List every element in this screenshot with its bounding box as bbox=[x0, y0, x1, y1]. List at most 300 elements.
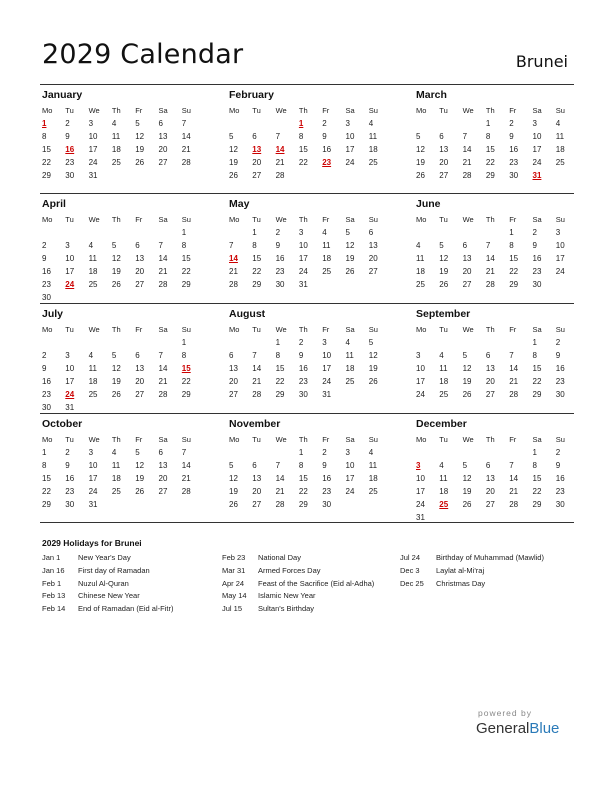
weekday-label: Fr bbox=[322, 435, 330, 444]
calendar-day: 20 bbox=[135, 266, 145, 276]
weekday-label: Su bbox=[181, 325, 191, 334]
calendar-day: 25 bbox=[368, 157, 378, 167]
calendar-day: 19 bbox=[368, 363, 378, 373]
weekday-label: We bbox=[88, 325, 100, 334]
calendar-day: 1 bbox=[42, 448, 47, 457]
weekday-label: Tu bbox=[65, 435, 74, 444]
holiday-name: Islamic New Year bbox=[258, 591, 316, 601]
holiday-day: 23 bbox=[322, 157, 332, 167]
calendar-day: 4 bbox=[345, 338, 350, 347]
calendar-day: 12 bbox=[462, 363, 472, 373]
calendar-day: 22 bbox=[181, 266, 191, 276]
holiday-date: Dec 3 bbox=[400, 565, 420, 575]
calendar-day: 22 bbox=[298, 486, 308, 496]
holiday-day: 1 bbox=[42, 119, 47, 128]
weekday-label: Tu bbox=[439, 106, 448, 115]
weekday-label: Th bbox=[111, 435, 121, 444]
calendar-day: 8 bbox=[181, 240, 187, 250]
calendar-day: 5 bbox=[462, 350, 468, 360]
calendar-day: 3 bbox=[65, 240, 70, 250]
generalblue-logo[interactable] bbox=[476, 720, 559, 737]
calendar-day: 16 bbox=[322, 473, 332, 483]
calendar-day: 27 bbox=[229, 389, 238, 399]
calendar-day: 20 bbox=[229, 376, 238, 386]
weekday-label: We bbox=[462, 325, 474, 334]
calendar-day: 17 bbox=[345, 473, 355, 483]
calendar-day: 24 bbox=[322, 376, 332, 386]
calendar-day: 4 bbox=[555, 119, 561, 128]
calendar-day: 14 bbox=[181, 131, 191, 141]
calendar-day: 16 bbox=[298, 363, 308, 373]
calendar-day: 23 bbox=[42, 389, 51, 399]
weekday-label: We bbox=[462, 215, 474, 224]
holiday-date: Jul 15 bbox=[222, 604, 243, 614]
calendar-day: 12 bbox=[229, 144, 238, 154]
calendar-day: 18 bbox=[439, 486, 449, 496]
month-name: May bbox=[229, 198, 250, 210]
holiday-day: 16 bbox=[65, 144, 75, 154]
holiday-date: Feb 1 bbox=[42, 578, 62, 588]
month-block bbox=[227, 304, 391, 412]
calendar-day: 6 bbox=[485, 460, 491, 470]
calendar-day: 15 bbox=[509, 253, 519, 263]
holiday-day: 3 bbox=[416, 460, 421, 470]
calendar-day: 29 bbox=[275, 389, 285, 399]
calendar-day: 5 bbox=[345, 228, 350, 237]
calendar-day: 26 bbox=[439, 279, 449, 289]
calendar-day: 27 bbox=[135, 389, 145, 399]
month-name: November bbox=[229, 418, 281, 430]
calendar-day: 28 bbox=[509, 389, 519, 399]
calendar-day: 6 bbox=[368, 228, 374, 237]
calendar-day: 26 bbox=[345, 266, 355, 276]
calendar-day: 23 bbox=[509, 157, 519, 167]
calendar-day: 10 bbox=[416, 473, 425, 483]
calendar-day: 14 bbox=[252, 363, 262, 373]
calendar-day: 8 bbox=[298, 460, 304, 470]
calendar-day: 31 bbox=[88, 170, 98, 180]
calendar-day: 23 bbox=[65, 486, 75, 496]
calendar-day: 23 bbox=[275, 266, 285, 276]
weekday-label: Th bbox=[485, 215, 495, 224]
weekday-label: Fr bbox=[135, 435, 143, 444]
holiday-name: Christmas Day bbox=[436, 578, 486, 588]
weekday-label: Mo bbox=[416, 215, 427, 224]
weekday-label: Tu bbox=[252, 215, 261, 224]
weekday-label: Th bbox=[485, 106, 495, 115]
calendar-day: 3 bbox=[88, 119, 94, 128]
calendar-day: 21 bbox=[252, 376, 262, 386]
month-block bbox=[227, 414, 391, 522]
month-name: July bbox=[42, 308, 64, 320]
calendar-day: 16 bbox=[532, 253, 542, 263]
calendar-day: 1 bbox=[485, 119, 491, 128]
calendar-day: 6 bbox=[158, 119, 163, 128]
calendar-day: 24 bbox=[555, 266, 565, 276]
holiday-day: 31 bbox=[532, 170, 542, 180]
holiday-name: Armed Forces Day bbox=[258, 565, 321, 575]
calendar-day: 31 bbox=[298, 279, 308, 289]
calendar-day: 9 bbox=[555, 460, 561, 470]
weekday-label: We bbox=[462, 106, 474, 115]
calendar-day: 15 bbox=[532, 473, 542, 483]
weekday-label: Th bbox=[111, 215, 121, 224]
weekday-label: Th bbox=[485, 325, 495, 334]
calendar-day: 11 bbox=[555, 131, 565, 141]
holiday-date: Dec 25 bbox=[400, 578, 424, 588]
calendar-day: 14 bbox=[158, 253, 168, 263]
weekday-label: Su bbox=[368, 325, 378, 334]
calendar-day: 5 bbox=[462, 460, 468, 470]
calendar-day: 19 bbox=[462, 486, 472, 496]
calendar-day: 8 bbox=[298, 131, 304, 141]
calendar-day: 22 bbox=[275, 376, 285, 386]
calendar-day: 5 bbox=[135, 119, 140, 128]
month-name: June bbox=[416, 198, 441, 210]
calendar-day: 11 bbox=[416, 253, 425, 263]
weekday-label: Mo bbox=[42, 325, 53, 334]
calendar-day: 8 bbox=[485, 131, 491, 141]
calendar-day: 6 bbox=[462, 240, 468, 250]
calendar-day: 27 bbox=[485, 499, 495, 509]
calendar-day: 11 bbox=[345, 350, 354, 360]
calendar-day: 2 bbox=[275, 228, 281, 237]
weekday-label: We bbox=[275, 435, 287, 444]
weekday-label: Tu bbox=[65, 325, 74, 334]
calendar-day: 21 bbox=[158, 266, 168, 276]
calendar-day: 21 bbox=[509, 376, 519, 386]
weekday-label: Fr bbox=[135, 106, 143, 115]
calendar-day: 7 bbox=[158, 350, 163, 360]
calendar-day: 6 bbox=[252, 131, 257, 141]
month-name: December bbox=[416, 418, 467, 430]
holiday-day: 1 bbox=[298, 119, 304, 128]
weekday-label: Tu bbox=[439, 215, 448, 224]
calendar-day: 24 bbox=[298, 266, 308, 276]
weekday-label: Fr bbox=[135, 215, 143, 224]
calendar-day: 20 bbox=[158, 144, 168, 154]
holiday-name: First day of Ramadan bbox=[78, 565, 150, 575]
calendar-day: 10 bbox=[65, 363, 75, 373]
calendar-day: 24 bbox=[416, 499, 425, 509]
calendar-day: 18 bbox=[111, 144, 121, 154]
calendar-day: 8 bbox=[42, 131, 47, 141]
calendar-day: 9 bbox=[65, 131, 70, 141]
calendar-day: 29 bbox=[181, 389, 191, 399]
month-row bbox=[40, 193, 574, 302]
calendar-day: 29 bbox=[42, 499, 51, 509]
calendar-day: 5 bbox=[111, 240, 117, 250]
holiday-day: 14 bbox=[229, 253, 238, 263]
weekday-label: Mo bbox=[229, 325, 240, 334]
holiday-date: May 14 bbox=[222, 591, 247, 601]
calendar-day: 14 bbox=[462, 144, 472, 154]
month-block bbox=[40, 304, 204, 412]
calendar-day: 17 bbox=[416, 486, 425, 496]
weekday-label: We bbox=[88, 435, 100, 444]
calendar-day: 7 bbox=[485, 240, 491, 250]
calendar-day: 13 bbox=[135, 363, 145, 373]
weekday-label: Th bbox=[298, 106, 308, 115]
calendar-day: 12 bbox=[416, 144, 425, 154]
calendar-day: 3 bbox=[345, 448, 350, 457]
calendar-day: 5 bbox=[416, 131, 421, 141]
calendar-day: 12 bbox=[462, 473, 472, 483]
calendar-day: 21 bbox=[229, 266, 238, 276]
calendar-day: 22 bbox=[509, 266, 519, 276]
calendar-day: 12 bbox=[368, 350, 378, 360]
calendar-day: 2 bbox=[322, 448, 327, 457]
weekday-label: Sa bbox=[345, 106, 355, 115]
calendar-day: 14 bbox=[485, 253, 495, 263]
weekday-label: Tu bbox=[252, 106, 261, 115]
holiday-day: 25 bbox=[439, 499, 449, 509]
calendar-day: 27 bbox=[158, 486, 168, 496]
calendar-day: 20 bbox=[485, 376, 495, 386]
calendar-day: 9 bbox=[532, 240, 537, 250]
calendar-day: 12 bbox=[345, 240, 355, 250]
calendar-day: 23 bbox=[555, 486, 565, 496]
calendar-day: 27 bbox=[485, 389, 495, 399]
weekday-label: Fr bbox=[509, 215, 517, 224]
calendar-day: 2 bbox=[509, 119, 514, 128]
calendar-day: 3 bbox=[555, 228, 561, 237]
calendar-day: 9 bbox=[42, 363, 47, 373]
calendar-day: 18 bbox=[555, 144, 565, 154]
calendar-day: 19 bbox=[135, 144, 145, 154]
calendar-day: 12 bbox=[111, 253, 121, 263]
calendar-day: 21 bbox=[462, 157, 472, 167]
calendar-day: 7 bbox=[275, 131, 281, 141]
calendar-day: 26 bbox=[135, 157, 145, 167]
calendar-day: 15 bbox=[532, 363, 542, 373]
calendar-day: 7 bbox=[509, 460, 514, 470]
calendar-day: 3 bbox=[298, 228, 304, 237]
calendar-day: 1 bbox=[275, 338, 281, 347]
calendar-day: 3 bbox=[345, 119, 350, 128]
weekday-label: Su bbox=[368, 106, 378, 115]
calendar-day: 13 bbox=[252, 473, 262, 483]
calendar-day: 11 bbox=[111, 131, 121, 141]
calendar-day: 14 bbox=[181, 460, 191, 470]
calendar-day: 3 bbox=[532, 119, 537, 128]
calendar-day: 5 bbox=[229, 131, 234, 141]
calendar-day: 24 bbox=[345, 157, 355, 167]
calendar-day: 29 bbox=[252, 279, 262, 289]
weekday-label: Fr bbox=[322, 215, 330, 224]
calendar-day: 25 bbox=[416, 279, 425, 289]
calendar-day: 10 bbox=[298, 240, 308, 250]
calendar-day: 26 bbox=[462, 389, 472, 399]
calendar-day: 25 bbox=[345, 376, 355, 386]
calendar-day: 16 bbox=[65, 473, 75, 483]
weekday-label: Su bbox=[555, 435, 565, 444]
calendar-day: 6 bbox=[158, 448, 163, 457]
calendar-day: 24 bbox=[345, 486, 355, 496]
calendar-day: 14 bbox=[509, 363, 519, 373]
holiday-day: 24 bbox=[65, 279, 75, 289]
calendar-day: 16 bbox=[42, 376, 51, 386]
calendar-day: 12 bbox=[111, 363, 121, 373]
weekday-label: Th bbox=[298, 435, 308, 444]
calendar-day: 11 bbox=[368, 131, 378, 141]
month-block bbox=[40, 85, 204, 193]
calendar-day: 30 bbox=[42, 402, 51, 412]
calendar-day: 21 bbox=[181, 473, 191, 483]
calendar-day: 23 bbox=[555, 376, 565, 386]
weekday-label: Su bbox=[368, 435, 378, 444]
calendar-day: 19 bbox=[229, 486, 238, 496]
calendar-day: 16 bbox=[509, 144, 519, 154]
holiday-day: 24 bbox=[65, 389, 75, 399]
weekday-label: Mo bbox=[416, 435, 427, 444]
calendar-day: 9 bbox=[322, 131, 327, 141]
calendar-day: 18 bbox=[322, 253, 332, 263]
calendar-day: 15 bbox=[298, 144, 308, 154]
calendar-day: 20 bbox=[252, 486, 262, 496]
calendar-day: 3 bbox=[88, 448, 94, 457]
weekday-label: We bbox=[462, 435, 474, 444]
calendar-day: 14 bbox=[509, 473, 519, 483]
calendar-day: 4 bbox=[88, 240, 94, 250]
calendar-day: 1 bbox=[509, 228, 514, 237]
calendar-day: 13 bbox=[158, 460, 168, 470]
calendar-day: 5 bbox=[439, 240, 444, 250]
calendar-day: 19 bbox=[439, 266, 449, 276]
calendar-day: 26 bbox=[368, 376, 378, 386]
calendar-day: 30 bbox=[65, 170, 75, 180]
calendar-day: 28 bbox=[252, 389, 262, 399]
calendar-day: 21 bbox=[485, 266, 495, 276]
calendar-day: 13 bbox=[485, 363, 495, 373]
calendar-day: 17 bbox=[65, 266, 75, 276]
calendar-day: 16 bbox=[555, 473, 565, 483]
weekday-label: Fr bbox=[509, 106, 517, 115]
calendar-day: 25 bbox=[88, 389, 98, 399]
calendar-day: 10 bbox=[345, 131, 355, 141]
month-name: October bbox=[42, 418, 83, 430]
calendar-day: 10 bbox=[65, 253, 75, 263]
calendar-day: 26 bbox=[416, 170, 425, 180]
brand-general: General bbox=[476, 720, 530, 737]
calendar-day: 5 bbox=[111, 350, 117, 360]
calendar-day: 7 bbox=[158, 240, 163, 250]
weekday-label: Su bbox=[555, 106, 565, 115]
calendar-day: 18 bbox=[439, 376, 449, 386]
calendar-day: 26 bbox=[229, 170, 238, 180]
weekday-label: Tu bbox=[252, 435, 261, 444]
holiday-day: 15 bbox=[181, 363, 191, 373]
calendar-day: 4 bbox=[111, 448, 117, 457]
calendar-day: 14 bbox=[158, 363, 168, 373]
holiday-date: Jan 1 bbox=[42, 553, 61, 562]
weekday-label: Mo bbox=[229, 435, 240, 444]
weekday-label: Sa bbox=[158, 435, 168, 444]
calendar-day: 17 bbox=[65, 376, 75, 386]
calendar-day: 10 bbox=[88, 131, 98, 141]
country-name: Brunei bbox=[515, 52, 568, 71]
calendar-day: 11 bbox=[368, 460, 378, 470]
month-block bbox=[227, 85, 391, 193]
calendar-day: 22 bbox=[252, 266, 262, 276]
calendar-day: 21 bbox=[181, 144, 191, 154]
calendar-day: 19 bbox=[111, 266, 121, 276]
calendar-day: 4 bbox=[368, 448, 374, 457]
calendar-day: 11 bbox=[439, 363, 448, 373]
month-row bbox=[40, 84, 574, 193]
calendar-day: 2 bbox=[42, 240, 47, 250]
calendar-day: 10 bbox=[345, 460, 355, 470]
calendar-day: 22 bbox=[42, 486, 51, 496]
calendar-day: 15 bbox=[181, 253, 191, 263]
calendar-day: 1 bbox=[181, 338, 187, 347]
weekday-label: Fr bbox=[322, 325, 330, 334]
calendar-day: 22 bbox=[298, 157, 308, 167]
calendar-day: 23 bbox=[532, 266, 542, 276]
holiday-name: Chinese New Year bbox=[78, 591, 140, 601]
calendar-day: 31 bbox=[322, 389, 332, 399]
calendar-day: 10 bbox=[322, 350, 332, 360]
calendar-day: 11 bbox=[322, 240, 331, 250]
calendar-day: 2 bbox=[532, 228, 537, 237]
calendar-day: 2 bbox=[42, 350, 47, 360]
calendar-day: 11 bbox=[439, 473, 448, 483]
calendar-day: 29 bbox=[532, 389, 542, 399]
calendar-day: 11 bbox=[88, 363, 97, 373]
calendar-day: 6 bbox=[135, 350, 140, 360]
calendar-day: 12 bbox=[135, 131, 145, 141]
calendar-day: 16 bbox=[275, 253, 285, 263]
calendar-day: 25 bbox=[111, 486, 121, 496]
calendar-day: 10 bbox=[555, 240, 565, 250]
calendar-day: 23 bbox=[65, 157, 75, 167]
calendar-day: 25 bbox=[555, 157, 565, 167]
calendar-day: 4 bbox=[322, 228, 327, 237]
calendar-day: 30 bbox=[322, 499, 332, 509]
calendar-day: 23 bbox=[322, 486, 332, 496]
holiday-date: Mar 31 bbox=[222, 565, 246, 575]
calendar-day: 8 bbox=[509, 240, 514, 250]
calendar-day: 1 bbox=[298, 448, 304, 457]
calendar-day: 14 bbox=[275, 473, 285, 483]
calendar-day: 30 bbox=[555, 389, 565, 399]
calendar-day: 1 bbox=[532, 448, 537, 457]
calendar-day: 6 bbox=[252, 460, 257, 470]
calendar-day: 25 bbox=[111, 157, 121, 167]
month-block bbox=[414, 414, 578, 522]
calendar-day: 20 bbox=[485, 486, 495, 496]
calendar-day: 8 bbox=[532, 350, 537, 360]
calendar-day: 8 bbox=[42, 460, 47, 470]
weekday-label: Sa bbox=[532, 435, 542, 444]
calendar-day: 13 bbox=[158, 131, 168, 141]
month-block bbox=[414, 85, 578, 193]
calendar-day: 18 bbox=[111, 473, 121, 483]
calendar-day: 24 bbox=[416, 389, 425, 399]
calendar-day: 6 bbox=[229, 350, 234, 360]
calendar-day: 27 bbox=[439, 170, 449, 180]
calendar-day: 22 bbox=[42, 157, 51, 167]
month-block bbox=[414, 304, 578, 412]
calendar-day: 15 bbox=[485, 144, 495, 154]
calendar-day: 2 bbox=[65, 448, 70, 457]
calendar-day: 9 bbox=[65, 460, 70, 470]
calendar-day: 28 bbox=[462, 170, 472, 180]
holiday-name: Feast of the Sacrifice (Eid al-Adha) bbox=[258, 578, 375, 588]
calendar-day: 10 bbox=[88, 460, 98, 470]
weekday-label: Mo bbox=[42, 215, 53, 224]
holiday-name: Sultan's Birthday bbox=[258, 604, 315, 614]
